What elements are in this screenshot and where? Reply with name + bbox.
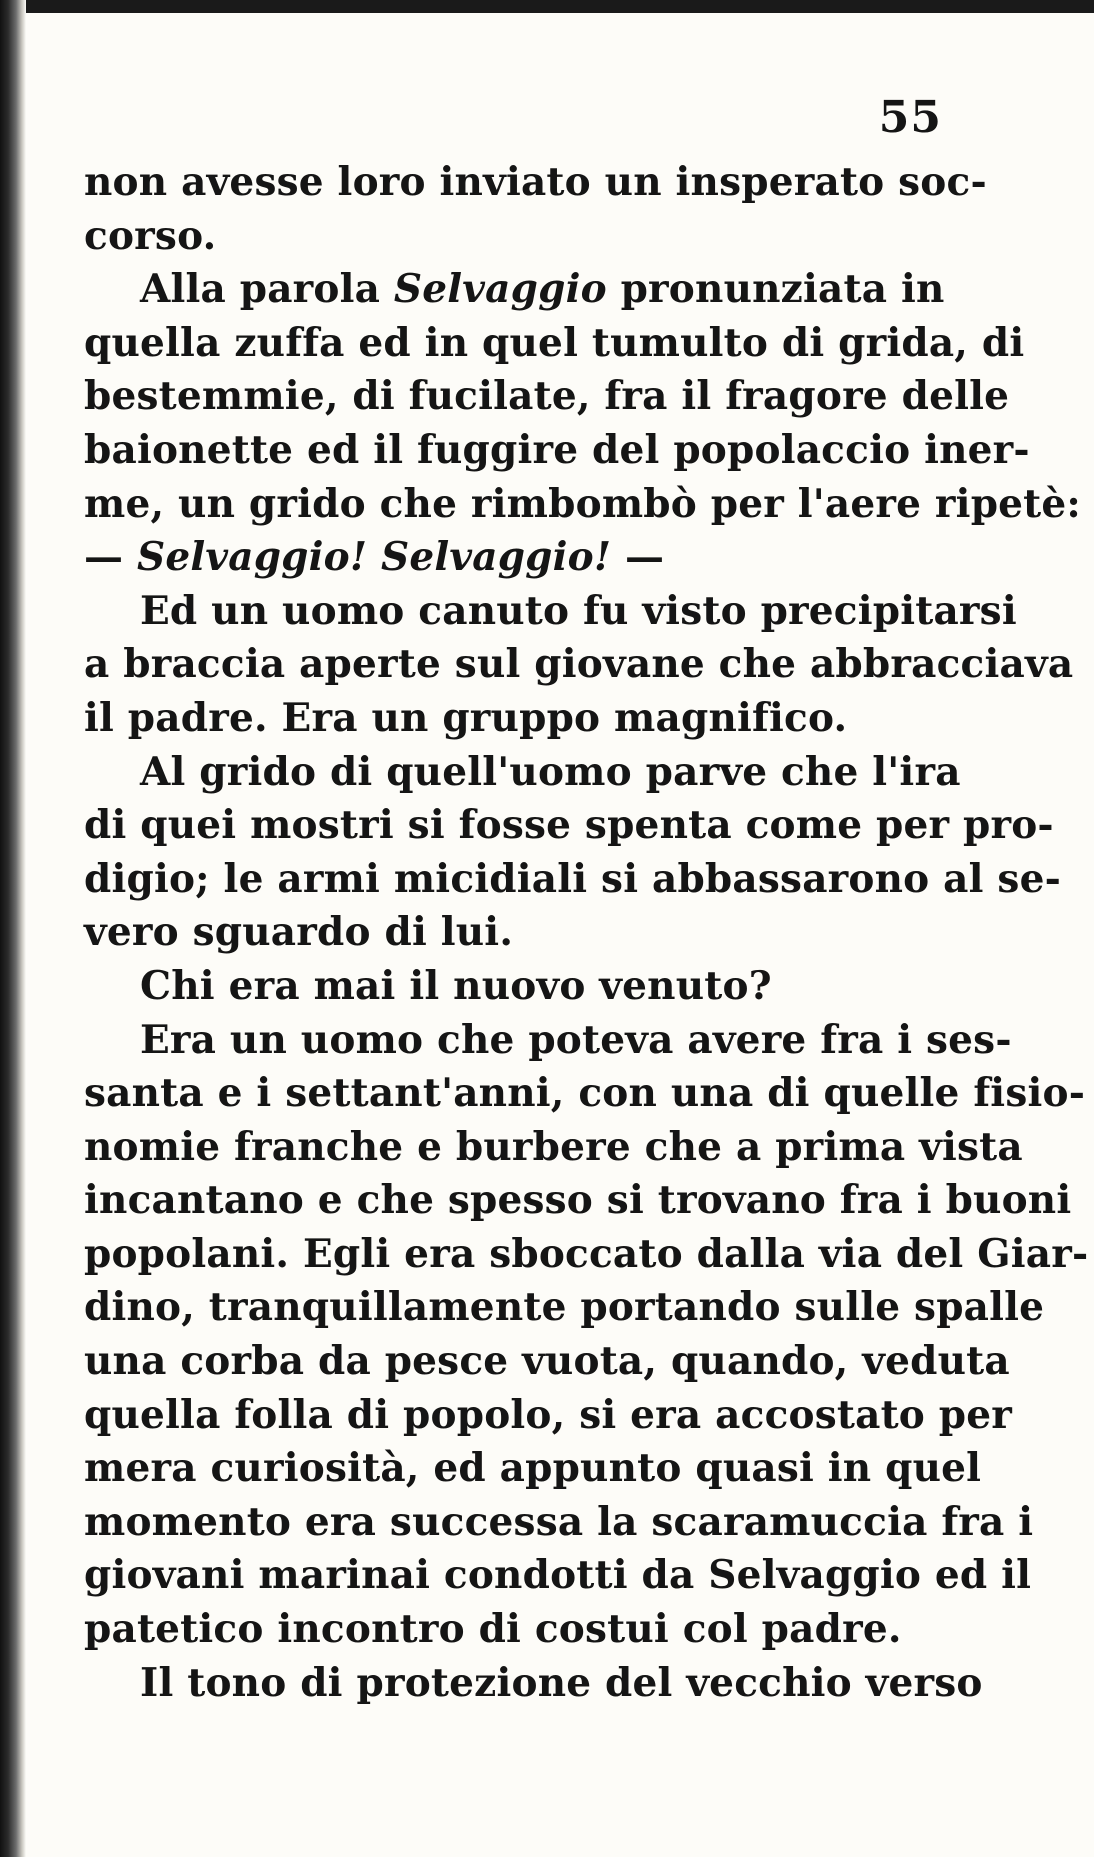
text-line: popolani. Egli era sboccato dalla via del Giar- [84, 1230, 1089, 1277]
text-line: Ed un uomo canuto fu visto precipitarsi [140, 587, 1017, 634]
text-line: una corba da pesce vuota, quando, veduta [84, 1338, 1010, 1385]
text-line: incantano e che spesso si trovano fra i buoni [84, 1177, 1072, 1224]
paragraph [84, 1657, 983, 1711]
text-line: patetico incontro di costui col padre. [84, 1606, 902, 1653]
line-text: Alla parola [140, 266, 394, 313]
page-number: 55 [878, 92, 942, 143]
book-spine-edge [0, 0, 26, 1857]
text-line: Chi era mai il nuovo venuto? [140, 962, 772, 1009]
text-line: giovani marinai condotti da Selvaggio ed il [84, 1552, 1032, 1599]
text-line: Al grido di quell'uomo parve che l'ira [140, 748, 961, 795]
text-line: mera curiosità, ed appunto quasi in quel [84, 1445, 982, 1492]
text-line: vero sguardo di lui. [84, 909, 514, 956]
line-text: pronunziata in [606, 266, 945, 313]
text-line: il padre. Era un gruppo magnifico. [84, 694, 848, 741]
paragraph [84, 156, 987, 263]
paragraph [84, 263, 1081, 585]
text-line: baionette ed il fuggire del popolaccio iner- [84, 426, 1030, 473]
text-line: nomie franche e burbere che a prima vista [84, 1123, 1023, 1170]
line-text: — [611, 534, 665, 581]
text-line: quella folla di popolo, si era accostato per [84, 1391, 1013, 1438]
line-text: — [84, 534, 137, 581]
text-line: digio; le armi micidiali si abbassarono al se- [84, 855, 1061, 902]
text-line: quella zuffa ed in quel tumulto di grida, di [84, 319, 1025, 366]
text-line: santa e i settant'anni, con una di quelle fisio- [84, 1070, 1086, 1117]
text-line: Il tono di protezione del vecchio verso [140, 1659, 983, 1706]
text-line: me, un grido che rimbombò per l'aere ripetè: [84, 480, 1081, 527]
text-line: Era un uomo che poteva avere fra i ses- [140, 1016, 1012, 1063]
text-line [84, 531, 942, 585]
italic-name: Selvaggio [393, 266, 607, 313]
paragraph [84, 1014, 1089, 1657]
text-line: a braccia aperte sul giovane che abbracciava [84, 641, 1074, 688]
paragraph [84, 585, 1074, 746]
text-line: non avesse loro inviato un insperato soc- [84, 159, 987, 205]
text-line: di quei mostri si fosse spenta come per pro- [84, 802, 1054, 849]
italic-name: Selvaggio! Selvaggio! [136, 534, 612, 581]
paragraph [84, 960, 942, 1014]
text-line [84, 263, 945, 317]
text-line: bestemmie, di fucilate, fra il fragore delle [84, 373, 1010, 420]
text-line: dino, tranquillamente portando sulle spalle [84, 1284, 1045, 1331]
text-line: corso. [84, 212, 217, 259]
body-text [84, 156, 1089, 1710]
top-border [0, 0, 1094, 13]
paragraph [84, 746, 1061, 960]
text-line: momento era successa la scaramuccia fra i [84, 1498, 1034, 1545]
